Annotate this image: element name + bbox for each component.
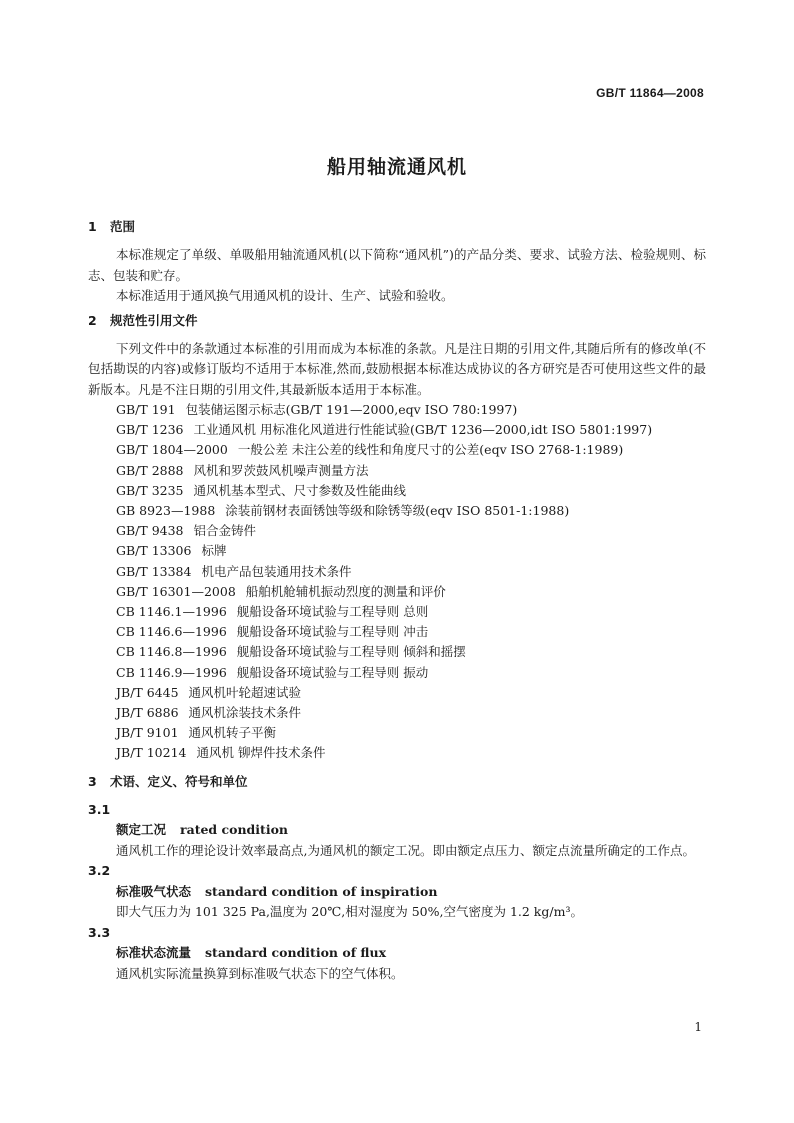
term-number: 3.1	[88, 801, 111, 817]
reference-item: CB 1146.8—1996 舰船设备环境试验与工程导则 倾斜和摇摆	[116, 644, 466, 660]
term-definition: 通风机工作的理论设计效率最高点,为通风机的额定工况。即由额定点压力、额定点流量所确定的工作点。	[116, 842, 695, 858]
scope-paragraph-1: 本标准规定了单级、单吸船用轴流通风机(以下简称“通风机”)的产品分类、要求、试验方法、检验规则、标志、包装和贮存。	[88, 247, 706, 283]
section-heading-scope	[88, 217, 706, 237]
standard-code: GB/T 11864—2008	[596, 86, 704, 100]
reference-item: GB/T 191 包装储运图示标志(GB/T 191—2000,eqv ISO 780:1997)	[116, 402, 518, 417]
reference-item: CB 1146.9—1996 舰船设备环境试验与工程导则 振动	[116, 664, 429, 680]
term-name: 额定工况 rated condition	[116, 822, 288, 838]
term-number: 3.3	[88, 924, 111, 940]
reference-item: JB/T 6886 通风机涂装技术条件	[116, 705, 302, 721]
reference-item: GB/T 1804—2000 一般公差 未注公差的线性和角度尺寸的公差(eqv ISO 2768-1:1989)	[116, 442, 624, 458]
reference-item: GB/T 13306 标牌	[116, 543, 227, 559]
reference-item: GB/T 1236 工业通风机 用标准化风道进行性能试验(GB/T 1236—2000,idt ISO 5801:1997)	[116, 422, 653, 438]
term-entry	[88, 800, 706, 862]
reference-item: GB/T 9438 铝合金铸件	[116, 523, 257, 539]
scope-paragraph-2: 本标准适用于通风换气用通风机的设计、生产、试验和验收。	[116, 288, 454, 303]
section-heading-normative-references	[88, 311, 706, 331]
term-entry	[88, 923, 706, 985]
reference-item: JB/T 6445 通风机叶轮超速试验	[116, 684, 302, 700]
term-definition: 通风机实际流量换算到标准吸气状态下的空气体积。	[116, 965, 404, 981]
term-name: 标准状态流量 standard condition of flux	[116, 945, 387, 961]
reference-item: JB/T 9101 通风机转子平衡	[116, 725, 277, 741]
section-heading-terms	[88, 772, 706, 792]
reference-item: CB 1146.1—1996 舰船设备环境试验与工程导则 总则	[116, 604, 429, 620]
references-intro: 下列文件中的条款通过本标准的引用而成为本标准的条款。凡是注日期的引用文件,其随后所有的修改单(不包括勘误的内容)或修订版均不适用于本标准,然而,鼓励根据本标准达成协议的各方研究是否可使用这些文件的最新版本。凡是不注日期的引用文件,其最新版本适用于本标准。	[88, 340, 706, 397]
section-title: 规范性引用文件	[110, 312, 198, 328]
page-number: 1	[694, 1020, 702, 1034]
term-definition: 即大气压力为 101 325 Pa,温度为 20℃,相对湿度为 50%,空气密度为 1.2 kg/m³。	[116, 904, 583, 920]
document-body	[88, 217, 706, 984]
term-name: 标准吸气状态 standard condition of inspiration	[116, 883, 438, 899]
section-title: 范围	[110, 219, 136, 234]
reference-item: GB/T 3235 通风机基本型式、尺寸参数及性能曲线	[116, 482, 407, 498]
reference-item: GB/T 16301—2008 船舶机舱辅机振动烈度的测量和评价	[116, 583, 446, 599]
section-title: 术语、定义、符号和单位	[110, 773, 248, 789]
term-number: 3.2	[88, 863, 111, 879]
document-title: 船用轴流通风机	[326, 156, 467, 178]
reference-item: GB 8923—1988 涂装前钢材表面锈蚀等级和除锈等级(eqv ISO 8501-1:1988)	[116, 503, 570, 519]
section-number: 2	[88, 312, 97, 328]
reference-item: GB/T 2888 风机和罗茨鼓风机噪声测量方法	[116, 462, 369, 478]
section-number: 3	[88, 773, 97, 789]
section-number: 1	[88, 219, 97, 234]
reference-list	[88, 400, 706, 764]
term-entry	[88, 861, 706, 923]
reference-item: CB 1146.6—1996 舰船设备环境试验与工程导则 冲击	[116, 624, 429, 640]
reference-item: JB/T 10214 通风机 铆焊件技术条件	[116, 745, 326, 761]
reference-item: GB/T 13384 机电产品包装通用技术条件	[116, 563, 352, 579]
